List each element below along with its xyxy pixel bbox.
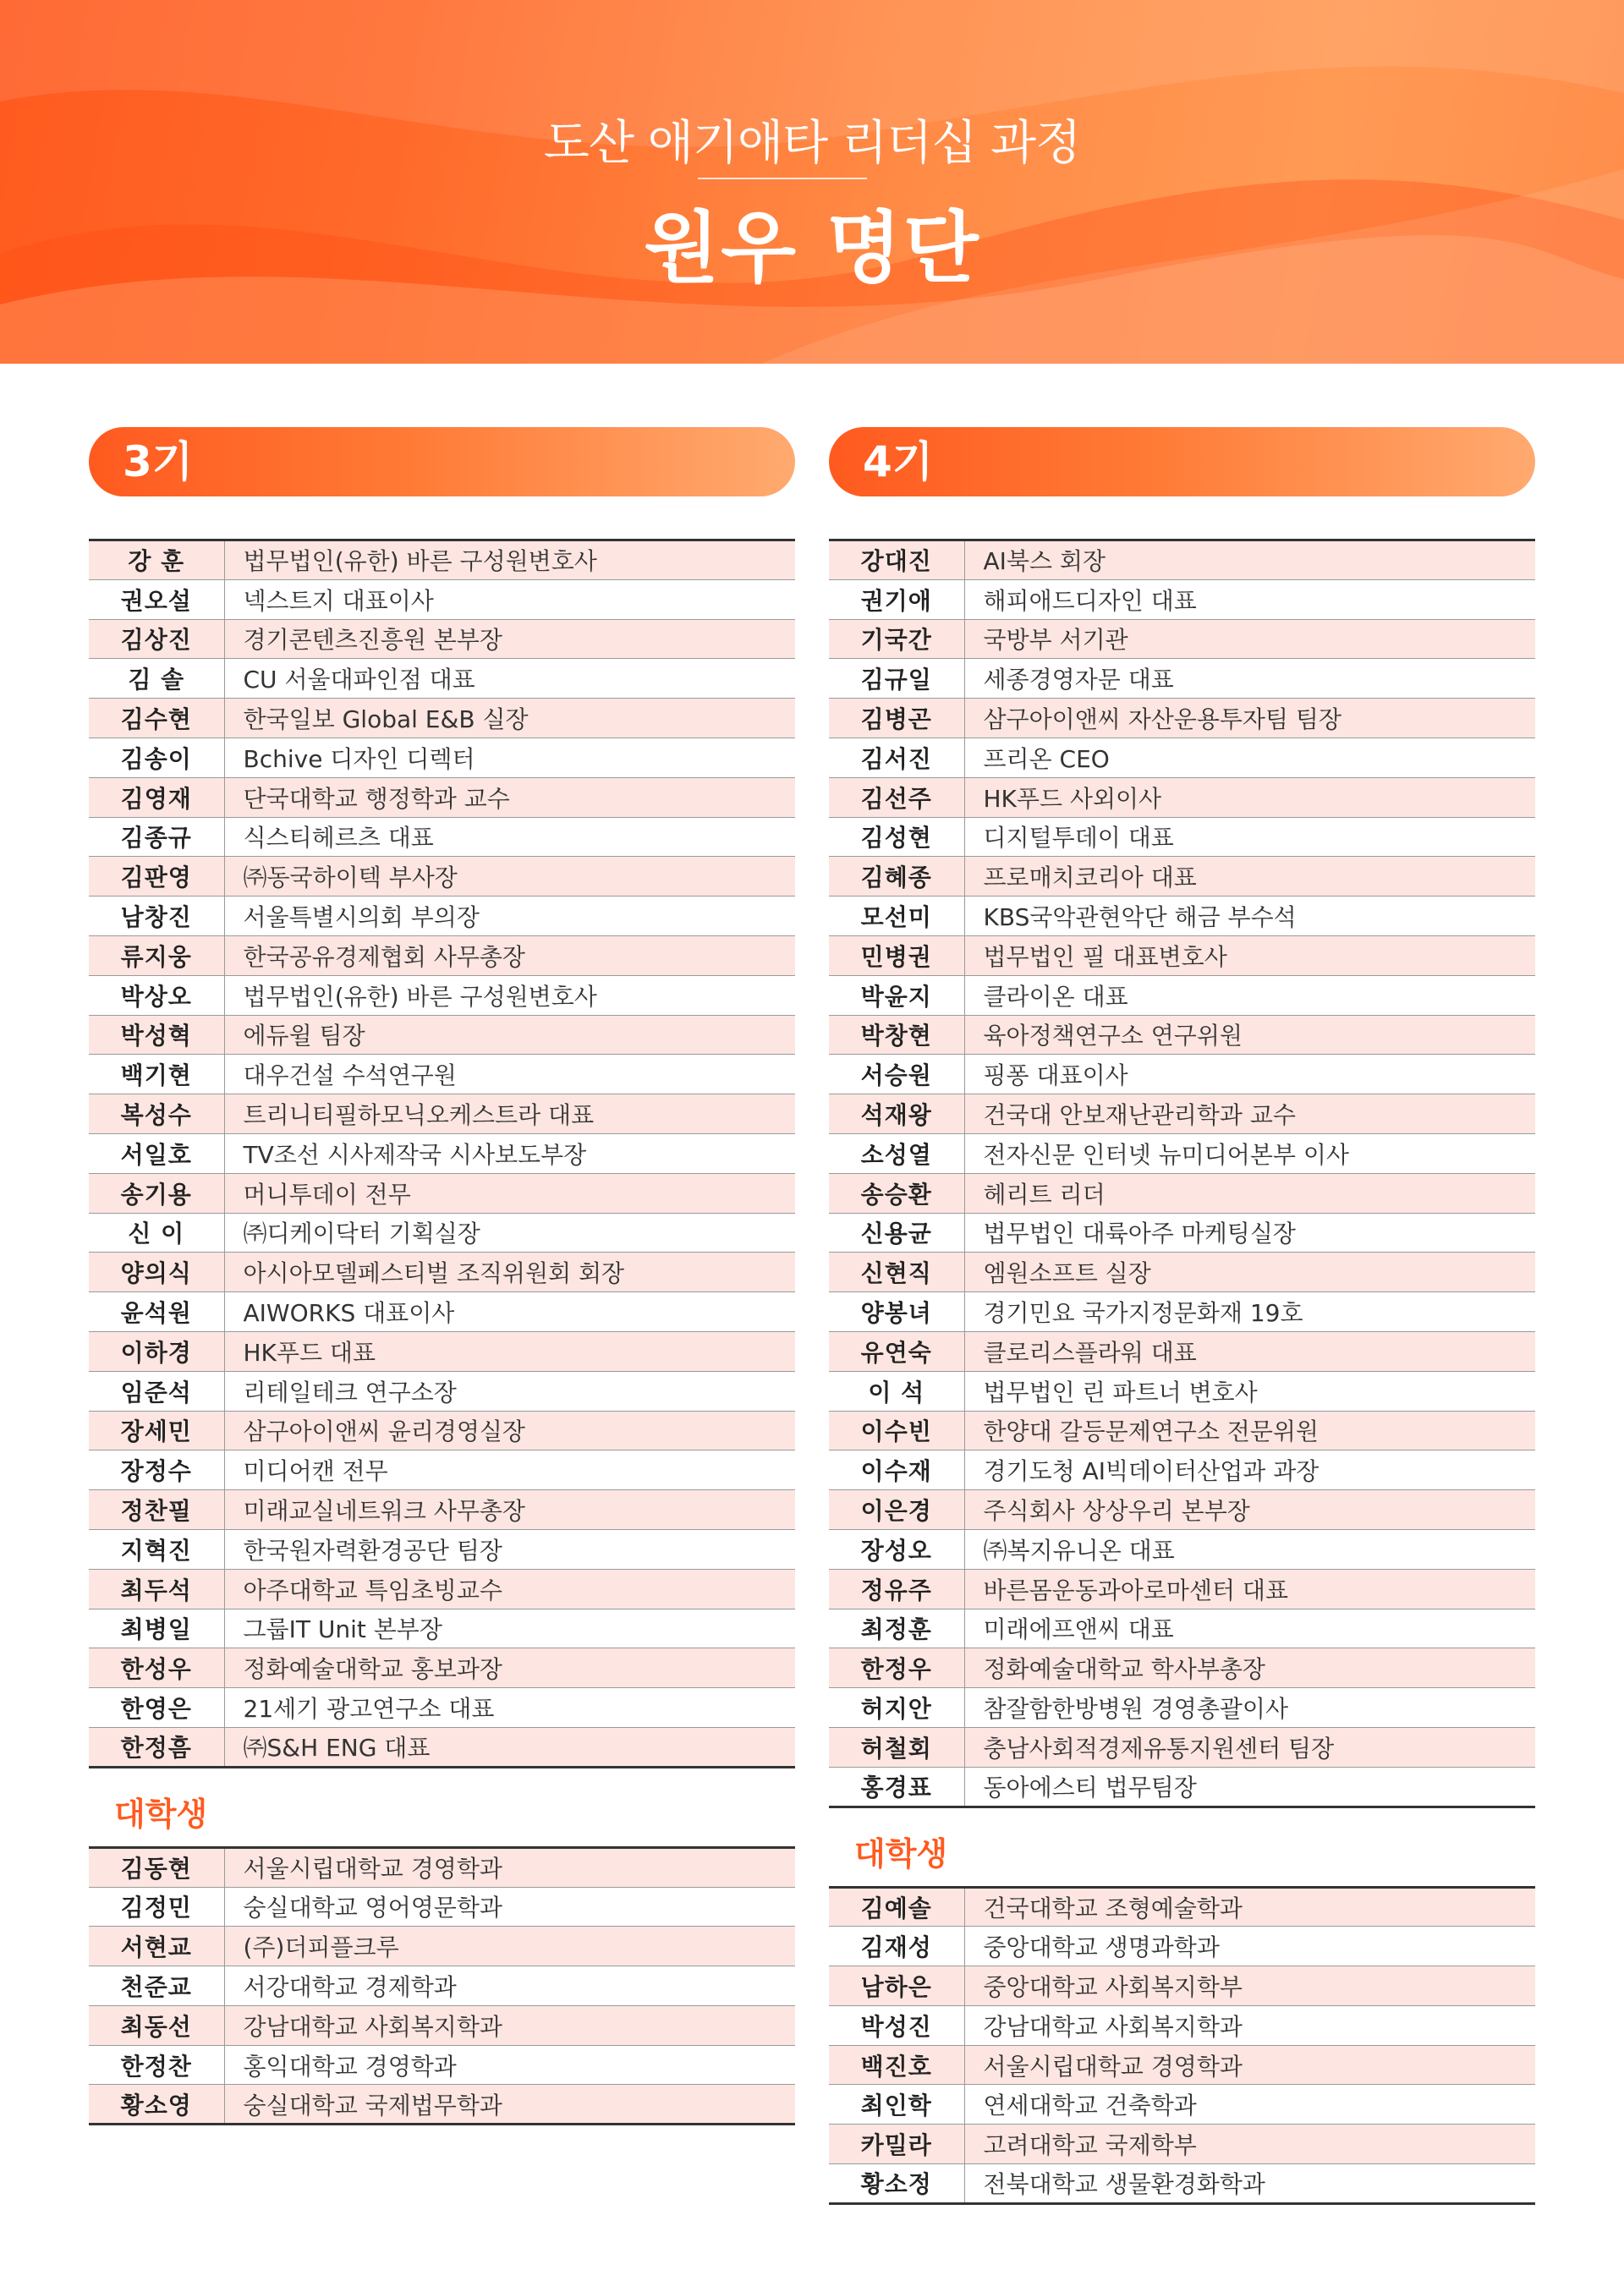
member-affiliation: 대우건설 수석연구원 bbox=[224, 1055, 795, 1094]
member-affiliation: 클라이온 대표 bbox=[964, 975, 1535, 1015]
table-row bbox=[89, 1966, 795, 2006]
member-affiliation: CU 서울대파인점 대표 bbox=[224, 659, 795, 699]
member-affiliation: 21세기 광고연구소 대표 bbox=[224, 1688, 795, 1728]
member-name: 김종규 bbox=[89, 817, 224, 857]
member-affiliation: 고려대학교 국제학부 bbox=[964, 2125, 1535, 2164]
member-name: 최두석 bbox=[89, 1569, 224, 1609]
table-row bbox=[89, 1015, 795, 1055]
table-row bbox=[829, 659, 1535, 699]
table-row bbox=[829, 737, 1535, 777]
member-name: 박성혁 bbox=[89, 1015, 224, 1055]
member-affiliation: 식스티헤르츠 대표 bbox=[224, 817, 795, 857]
member-name: 기국간 bbox=[829, 619, 964, 659]
member-name: 김재성 bbox=[829, 1927, 964, 1966]
cohort-4-students-label: 대학생 bbox=[854, 1834, 948, 1873]
member-affiliation: AIWORKS 대표이사 bbox=[224, 1292, 795, 1332]
member-affiliation: 육아정책연구소 연구위원 bbox=[964, 1015, 1535, 1055]
member-affiliation: 전자신문 인터넷 뉴미디어본부 이사 bbox=[964, 1133, 1535, 1173]
member-affiliation: 중앙대학교 사회복지학부 bbox=[964, 1966, 1535, 2006]
table-row bbox=[829, 699, 1535, 738]
member-affiliation: 법무법인 대륙아주 마케팅실장 bbox=[964, 1213, 1535, 1253]
table-row bbox=[829, 1094, 1535, 1134]
page-title: 원우 명단 bbox=[644, 203, 980, 293]
table-row bbox=[89, 1927, 795, 1966]
member-affiliation: 디지털투데이 대표 bbox=[964, 817, 1535, 857]
member-name: 최동선 bbox=[89, 2005, 224, 2045]
table-row bbox=[89, 659, 795, 699]
member-name: 이 석 bbox=[829, 1371, 964, 1411]
member-affiliation: 한국원자력환경공단 팀장 bbox=[224, 1529, 795, 1569]
table-row bbox=[89, 935, 795, 975]
member-affiliation: 서울시립대학교 경영학과 bbox=[964, 2045, 1535, 2085]
member-affiliation: 경기도청 AI빅데이터산업과 과장 bbox=[964, 1450, 1535, 1490]
table-row bbox=[89, 1569, 795, 1609]
table-row bbox=[829, 2125, 1535, 2164]
member-affiliation: ㈜S&H ENG 대표 bbox=[224, 1727, 795, 1767]
member-name: 서현교 bbox=[89, 1927, 224, 1966]
member-affiliation: HK푸드 사외이사 bbox=[964, 777, 1535, 817]
table-row bbox=[829, 1292, 1535, 1332]
member-affiliation: 한양대 갈등문제연구소 전문위원 bbox=[964, 1411, 1535, 1450]
member-name: 한정우 bbox=[829, 1648, 964, 1688]
member-affiliation: 미래에프앤씨 대표 bbox=[964, 1609, 1535, 1648]
member-name: 송기용 bbox=[89, 1173, 224, 1213]
table-row bbox=[89, 579, 795, 619]
table-row bbox=[829, 857, 1535, 897]
table-row bbox=[89, 897, 795, 936]
table-row bbox=[829, 1055, 1535, 1094]
member-name: 이수빈 bbox=[829, 1411, 964, 1450]
table-row bbox=[829, 1015, 1535, 1055]
cohort-3-member-table bbox=[89, 539, 795, 1768]
member-name: 허철회 bbox=[829, 1727, 964, 1767]
member-affiliation: 머니투데이 전무 bbox=[224, 1173, 795, 1213]
member-name: 황소영 bbox=[89, 2085, 224, 2125]
table-row bbox=[89, 1609, 795, 1648]
member-name: 장세민 bbox=[89, 1411, 224, 1450]
member-name: 한성우 bbox=[89, 1648, 224, 1688]
table-row bbox=[829, 1133, 1535, 1173]
member-name: 김판영 bbox=[89, 857, 224, 897]
member-affiliation: 미디어캔 전무 bbox=[224, 1450, 795, 1490]
member-name: 모선미 bbox=[829, 897, 964, 936]
member-name: 김송이 bbox=[89, 737, 224, 777]
table-row bbox=[829, 2164, 1535, 2204]
member-affiliation: 건국대 안보재난관리학과 교수 bbox=[964, 1094, 1535, 1134]
table-row bbox=[829, 1648, 1535, 1688]
member-name: 양봉녀 bbox=[829, 1292, 964, 1332]
member-affiliation: ㈜복지유니온 대표 bbox=[964, 1529, 1535, 1569]
member-affiliation: 숭실대학교 국제법무학과 bbox=[224, 2085, 795, 2125]
member-name: 복성수 bbox=[89, 1094, 224, 1134]
member-affiliation: HK푸드 대표 bbox=[224, 1331, 795, 1371]
table-row bbox=[89, 1490, 795, 1530]
table-row bbox=[829, 579, 1535, 619]
table-row bbox=[829, 2085, 1535, 2125]
cohort-4-member-table bbox=[829, 539, 1535, 1808]
table-row bbox=[89, 1887, 795, 1927]
table-row bbox=[89, 817, 795, 857]
member-affiliation: 숭실대학교 영어영문학과 bbox=[224, 1887, 795, 1927]
member-affiliation: 주식회사 상상우리 본부장 bbox=[964, 1490, 1535, 1530]
member-name: 한정흠 bbox=[89, 1727, 224, 1767]
member-name: 김동현 bbox=[89, 1847, 224, 1887]
member-name: 박상오 bbox=[89, 975, 224, 1015]
member-name: 신현직 bbox=[829, 1253, 964, 1292]
member-affiliation: 강남대학교 사회복지학과 bbox=[964, 2005, 1535, 2045]
member-affiliation: 세종경영자문 대표 bbox=[964, 659, 1535, 699]
table-row bbox=[89, 699, 795, 738]
table-row bbox=[829, 975, 1535, 1015]
table-row bbox=[89, 1529, 795, 1569]
table-row bbox=[89, 540, 795, 580]
member-name: 권오설 bbox=[89, 579, 224, 619]
member-affiliation: 서울시립대학교 경영학과 bbox=[224, 1847, 795, 1887]
member-name: 김선주 bbox=[829, 777, 964, 817]
table-row bbox=[829, 897, 1535, 936]
table-row bbox=[829, 817, 1535, 857]
table-row bbox=[829, 1490, 1535, 1530]
member-name: 한정찬 bbox=[89, 2045, 224, 2085]
member-name: 소성열 bbox=[829, 1133, 964, 1173]
table-row bbox=[89, 1331, 795, 1371]
member-affiliation: KBS국악관현악단 해금 부수석 bbox=[964, 897, 1535, 936]
member-affiliation: 한국일보 Global E&B 실장 bbox=[224, 699, 795, 738]
member-name: 김서진 bbox=[829, 737, 964, 777]
member-affiliation: 정화예술대학교 학사부총장 bbox=[964, 1648, 1535, 1688]
member-name: 유연숙 bbox=[829, 1331, 964, 1371]
table-row bbox=[829, 1213, 1535, 1253]
member-affiliation: AI북스 회장 bbox=[964, 540, 1535, 580]
table-row bbox=[89, 975, 795, 1015]
member-name: 카밀라 bbox=[829, 2125, 964, 2164]
table-row bbox=[89, 1450, 795, 1490]
table-row bbox=[829, 777, 1535, 817]
member-affiliation: 연세대학교 건축학과 bbox=[964, 2085, 1535, 2125]
member-affiliation: 참잘함한방병원 경영총괄이사 bbox=[964, 1688, 1535, 1728]
member-affiliation: 삼구아이앤씨 자산운용투자팀 팀장 bbox=[964, 699, 1535, 738]
member-affiliation: 리테일테크 연구소장 bbox=[224, 1371, 795, 1411]
member-affiliation: 해피애드디자인 대표 bbox=[964, 579, 1535, 619]
table-row bbox=[89, 1292, 795, 1332]
member-affiliation: ㈜동국하이텍 부사장 bbox=[224, 857, 795, 897]
member-name: 최정훈 bbox=[829, 1609, 964, 1648]
table-row bbox=[829, 1371, 1535, 1411]
member-name: 강 훈 bbox=[89, 540, 224, 580]
table-row bbox=[829, 1927, 1535, 1966]
table-row bbox=[89, 1648, 795, 1688]
member-name: 백진호 bbox=[829, 2045, 964, 2085]
cohort-3-column bbox=[89, 427, 795, 2125]
member-affiliation: 아시아모델페스티벌 조직위원회 회장 bbox=[224, 1253, 795, 1292]
member-name: 남창진 bbox=[89, 897, 224, 936]
table-row bbox=[829, 1173, 1535, 1213]
table-row bbox=[89, 2005, 795, 2045]
member-name: 이은경 bbox=[829, 1490, 964, 1530]
table-row bbox=[89, 1371, 795, 1411]
member-name: 송승환 bbox=[829, 1173, 964, 1213]
table-row bbox=[829, 2005, 1535, 2045]
table-row bbox=[89, 619, 795, 659]
member-name: 홍경표 bbox=[829, 1767, 964, 1807]
table-row bbox=[89, 2085, 795, 2125]
cohort-4-column bbox=[829, 427, 1535, 2205]
member-affiliation: 경기콘텐츠진흥원 본부장 bbox=[224, 619, 795, 659]
member-name: 김병곤 bbox=[829, 699, 964, 738]
table-row bbox=[829, 1529, 1535, 1569]
member-name: 장성오 bbox=[829, 1529, 964, 1569]
table-row bbox=[89, 1094, 795, 1134]
member-affiliation: 서강대학교 경제학과 bbox=[224, 1966, 795, 2006]
member-name: 김상진 bbox=[89, 619, 224, 659]
member-name: 김성현 bbox=[829, 817, 964, 857]
member-name: 권기애 bbox=[829, 579, 964, 619]
member-name: 김규일 bbox=[829, 659, 964, 699]
member-affiliation: Bchive 디자인 디렉터 bbox=[224, 737, 795, 777]
member-name: 지혁진 bbox=[89, 1529, 224, 1569]
member-affiliation: (주)더피플크루 bbox=[224, 1927, 795, 1966]
member-affiliation: 단국대학교 행정학과 교수 bbox=[224, 777, 795, 817]
member-name: 정유주 bbox=[829, 1569, 964, 1609]
member-affiliation: 넥스트지 대표이사 bbox=[224, 579, 795, 619]
table-row bbox=[89, 857, 795, 897]
cohort-4-student-table bbox=[829, 1886, 1535, 2205]
member-affiliation: 중앙대학교 생명과학과 bbox=[964, 1927, 1535, 1966]
cohort-4-label: 4기 bbox=[829, 427, 1535, 496]
cohort-3-students-label: 대학생 bbox=[114, 1795, 208, 1833]
member-affiliation: 한국공유경제협회 사무총장 bbox=[224, 935, 795, 975]
member-name: 김예솔 bbox=[829, 1887, 964, 1927]
member-name: 김혜종 bbox=[829, 857, 964, 897]
member-affiliation: 그룹IT Unit 본부장 bbox=[224, 1609, 795, 1648]
member-affiliation: 법무법인 필 대표변호사 bbox=[964, 935, 1535, 975]
table-row bbox=[829, 1966, 1535, 2006]
member-name: 한영은 bbox=[89, 1688, 224, 1728]
wave-decoration bbox=[0, 0, 1624, 364]
member-affiliation: 아주대학교 특임초빙교수 bbox=[224, 1569, 795, 1609]
table-row bbox=[829, 1688, 1535, 1728]
member-affiliation: 헤리트 리더 bbox=[964, 1173, 1535, 1213]
member-name: 윤석원 bbox=[89, 1292, 224, 1332]
table-row bbox=[89, 2045, 795, 2085]
table-row bbox=[829, 619, 1535, 659]
member-name: 정찬필 bbox=[89, 1490, 224, 1530]
member-name: 류지웅 bbox=[89, 935, 224, 975]
member-name: 김정민 bbox=[89, 1887, 224, 1927]
member-affiliation: 홍익대학교 경영학과 bbox=[224, 2045, 795, 2085]
member-affiliation: 경기민요 국가지정문화재 19호 bbox=[964, 1292, 1535, 1332]
member-affiliation: 클로리스플라워 대표 bbox=[964, 1331, 1535, 1371]
member-name: 김 솔 bbox=[89, 659, 224, 699]
member-name: 임준석 bbox=[89, 1371, 224, 1411]
member-name: 박창현 bbox=[829, 1015, 964, 1055]
member-name: 최병일 bbox=[89, 1609, 224, 1648]
member-name: 황소정 bbox=[829, 2164, 964, 2204]
course-subtitle: 도산 애기애타 리더십 과정 bbox=[543, 116, 1081, 171]
table-row bbox=[829, 1569, 1535, 1609]
member-name: 이하경 bbox=[89, 1331, 224, 1371]
cohort-3-student-table bbox=[89, 1846, 795, 2126]
member-affiliation: 프로매치코리아 대표 bbox=[964, 857, 1535, 897]
member-affiliation: 미래교실네트워크 사무총장 bbox=[224, 1490, 795, 1530]
table-row bbox=[89, 777, 795, 817]
table-row bbox=[89, 1727, 795, 1767]
member-name: 허지안 bbox=[829, 1688, 964, 1728]
member-affiliation: 전북대학교 생물환경화학과 bbox=[964, 2164, 1535, 2204]
member-affiliation: 에듀윌 팀장 bbox=[224, 1015, 795, 1055]
member-affiliation: 국방부 서기관 bbox=[964, 619, 1535, 659]
table-row bbox=[89, 1847, 795, 1887]
member-affiliation: 프리온 CEO bbox=[964, 737, 1535, 777]
member-affiliation: 동아에스티 법무팀장 bbox=[964, 1767, 1535, 1807]
member-affiliation: 강남대학교 사회복지학과 bbox=[224, 2005, 795, 2045]
title-divider bbox=[698, 178, 867, 179]
member-affiliation: 정화예술대학교 홍보과장 bbox=[224, 1648, 795, 1688]
member-name: 서일호 bbox=[89, 1133, 224, 1173]
member-affiliation: 충남사회적경제유통지원센터 팀장 bbox=[964, 1727, 1535, 1767]
table-row bbox=[829, 1609, 1535, 1648]
member-name: 백기현 bbox=[89, 1055, 224, 1094]
table-row bbox=[89, 1253, 795, 1292]
table-row bbox=[89, 1688, 795, 1728]
member-affiliation: 법무법인(유한) 바른 구성원변호사 bbox=[224, 975, 795, 1015]
member-name: 박성진 bbox=[829, 2005, 964, 2045]
table-row bbox=[829, 1727, 1535, 1767]
member-name: 천준교 bbox=[89, 1966, 224, 2006]
table-row bbox=[89, 1173, 795, 1213]
table-row bbox=[829, 1887, 1535, 1927]
member-name: 서승원 bbox=[829, 1055, 964, 1094]
member-name: 이수재 bbox=[829, 1450, 964, 1490]
table-row bbox=[89, 737, 795, 777]
member-affiliation: 엠원소프트 실장 bbox=[964, 1253, 1535, 1292]
table-row bbox=[829, 1411, 1535, 1450]
member-name: 박윤지 bbox=[829, 975, 964, 1015]
member-name: 석재왕 bbox=[829, 1094, 964, 1134]
table-row bbox=[89, 1055, 795, 1094]
cohort-3-label: 3기 bbox=[89, 427, 795, 496]
member-name: 장정수 bbox=[89, 1450, 224, 1490]
table-row bbox=[829, 1767, 1535, 1807]
member-affiliation: 바른몸운동과아로마센터 대표 bbox=[964, 1569, 1535, 1609]
table-row bbox=[829, 2045, 1535, 2085]
table-row bbox=[829, 1450, 1535, 1490]
table-row bbox=[829, 1253, 1535, 1292]
member-name: 김수현 bbox=[89, 699, 224, 738]
member-name: 민병권 bbox=[829, 935, 964, 975]
member-name: 최인학 bbox=[829, 2085, 964, 2125]
member-name: 신용균 bbox=[829, 1213, 964, 1253]
member-affiliation: 트리니티필하모닉오케스트라 대표 bbox=[224, 1094, 795, 1134]
table-row bbox=[829, 935, 1535, 975]
member-name: 신 이 bbox=[89, 1213, 224, 1253]
member-affiliation: 법무법인(유한) 바른 구성원변호사 bbox=[224, 540, 795, 580]
member-affiliation: ㈜디케이닥터 기획실장 bbox=[224, 1213, 795, 1253]
member-name: 김영재 bbox=[89, 777, 224, 817]
member-affiliation: 삼구아이앤씨 윤리경영실장 bbox=[224, 1411, 795, 1450]
table-row bbox=[89, 1411, 795, 1450]
member-name: 양의식 bbox=[89, 1253, 224, 1292]
header-banner bbox=[0, 0, 1624, 364]
member-affiliation: 건국대학교 조형예술학과 bbox=[964, 1887, 1535, 1927]
member-affiliation: 서울특별시의회 부의장 bbox=[224, 897, 795, 936]
member-affiliation: 핑퐁 대표이사 bbox=[964, 1055, 1535, 1094]
table-row bbox=[829, 1331, 1535, 1371]
table-row bbox=[89, 1213, 795, 1253]
member-name: 남하은 bbox=[829, 1966, 964, 2006]
member-affiliation: TV조선 시사제작국 시사보도부장 bbox=[224, 1133, 795, 1173]
table-row bbox=[89, 1133, 795, 1173]
member-affiliation: 법무법인 린 파트너 변호사 bbox=[964, 1371, 1535, 1411]
member-name: 강대진 bbox=[829, 540, 964, 580]
table-row bbox=[829, 540, 1535, 580]
